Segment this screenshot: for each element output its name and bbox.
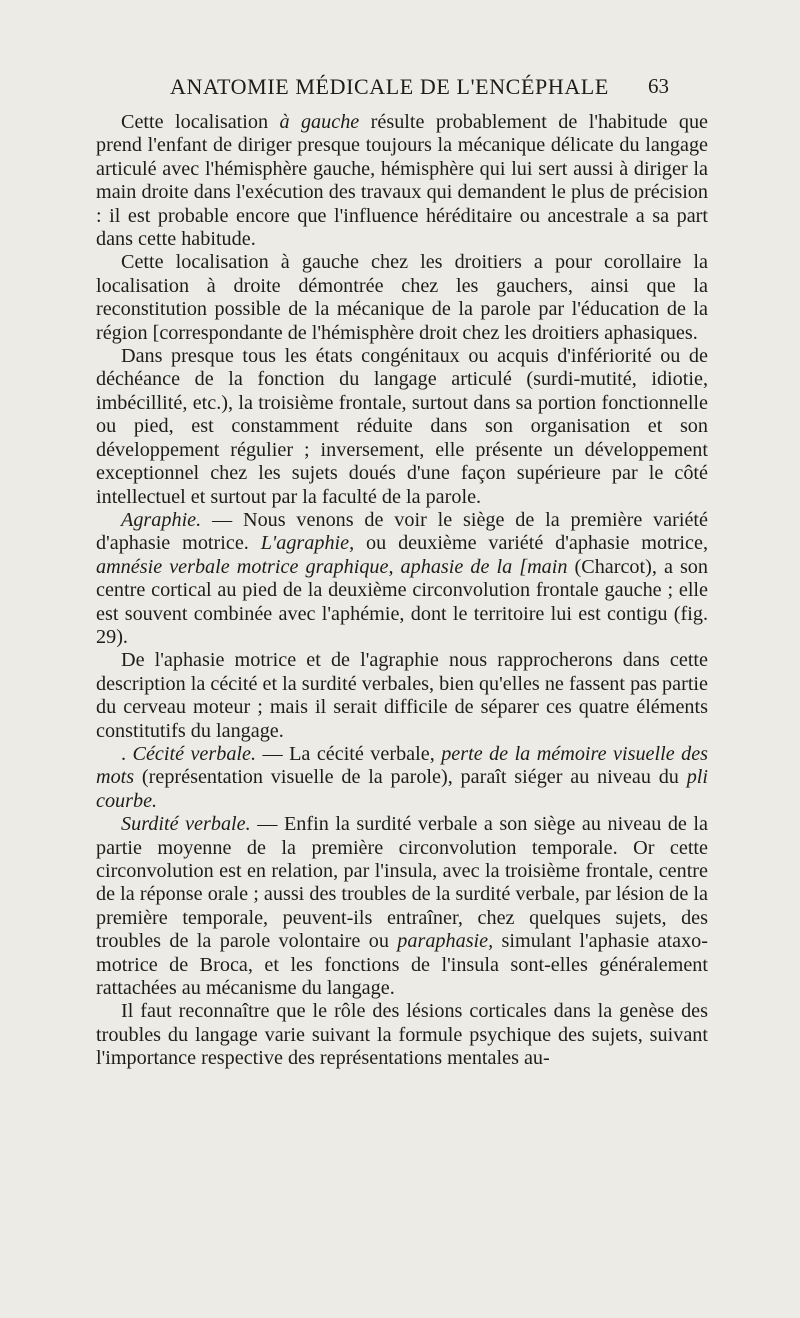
paragraph-agraphie [96,509,708,649]
italic-term: pli courbe. [96,766,708,812]
paragraph-text: (représentation visuelle de la parole), paraît siéger au niveau du [134,766,687,789]
italic-term: L'agraphie, [260,532,355,555]
stray-mark: . [121,742,133,765]
paragraph-text: — Nous venons de voir le siège de la première variété d'aphasie motrice. [96,508,708,555]
italic-term: amnésie verbale motrice graphique, aphasie de la [main [96,555,568,578]
paragraph-text: Il faut reconnaître que le rôle des lésions corticales dans la genèse des troubles du langage varie suivant la formule psychique des sujets, suivant l'importance respective des représentations mentales au- [96,1000,708,1070]
paragraph-text: simulant l'aphasie ataxo-motrice de Broca, et les fonctions de l'insula sont-elles généralement rattachées au mécanisme du langage. [96,930,708,1000]
page-number: 63 [648,74,669,98]
section-heading-agraphie: Agraphie. [121,508,202,531]
paragraph-text: (Charcot), a son centre cortical au pied de la deuxième circonvolution frontale gauche ; elle est souvent combinée avec l'aphémie, dont le territoire lui est contigu (fig. 29). [96,555,708,648]
running-title: ANATOMIE MÉDICALE DE L'ENCÉPHALE [170,74,609,99]
paragraph-text: De l'aphasie motrice et de l'agraphie nous rapprocherons dans cette description la cécité et la surdité verbales, bien qu'elles ne fassent pas partie du cerveau moteur ; mais il serait difficile de séparer ces quatre éléments constitutifs du langage. [96,649,708,742]
paragraph-text: Cette localisation à gauche chez les droitiers a pour corollaire la localisation à droite démontrée chez les gauchers, ainsi que la reconstitution possible de la mécanique de la parole par l'éducation de la région [correspondante de l'hémisphère droit chez les droitiers aphasiques. [96,251,708,344]
body-text [96,111,708,1071]
paragraph-localisation-gauche [96,111,708,251]
page-header [170,74,690,108]
paragraph-text: — La cécité verbale, [256,742,442,765]
paragraph-corollaire [96,251,708,345]
paragraph-text: — Enfin la surdité verbale a son siège au niveau de la partie moyenne de la première circonvolution temporale. Or cette circonvolution est en relation, par l'insula, avec la troisième frontale, centre de la réponse orale ; aussi des troubles de la surdité verbale, par lésion de la première temporale, peuvent-ils entraîner, chez quelques sujets, des troubles de la parole volontaire ou [96,813,708,953]
paragraph-text: ou deuxième variété d'aphasie motrice, [354,532,709,555]
paragraph-surdite-verbale [96,813,708,1000]
paragraph-text: Cette localisation [121,111,280,133]
italic-term: à gauche [279,111,360,133]
paragraph-rapprochement [96,649,708,743]
paragraph-etats-congenitaux [96,345,708,509]
paragraph-cecite-verbale [96,743,708,813]
section-heading-surdite-verbale: Surdité verbale. [121,813,251,836]
italic-term: paraphasie, [397,930,494,953]
paragraph-role-lesions [96,1000,708,1070]
paragraph-text: Dans presque tous les états congénitaux ou acquis d'infériorité ou de déchéance de la fonction du langage articulé (surdi-mutité, idiotie, imbécillité, etc.), la troisième frontale, surtout dans sa portion fonctionnelle ou pied, est constamment réduite dans son organisation et son développement régulier ; inversement, elle présente un développement exceptionnel chez les sujets doués d'une façon supérieure par le côté intellectuel et surtout par la faculté de la parole. [96,345,708,508]
section-heading-cecite-verbale: Cécité verbale. [132,742,257,765]
paragraph-text: résulte probablement de l'habitude que prend l'enfant de diriger presque toujours la mécanique délicate du langage articulé avec l'hémisphère gauche, hémisphère qui lui sert aussi à diriger la main droite dans l'exécution des travaux qui demandent le plus de précision : il est probable encore que l'influence héréditaire ou ancestrale a sa part dans cette habitude. [96,111,709,251]
italic-term: perte de la mémoire visuelle des mots [96,742,709,789]
